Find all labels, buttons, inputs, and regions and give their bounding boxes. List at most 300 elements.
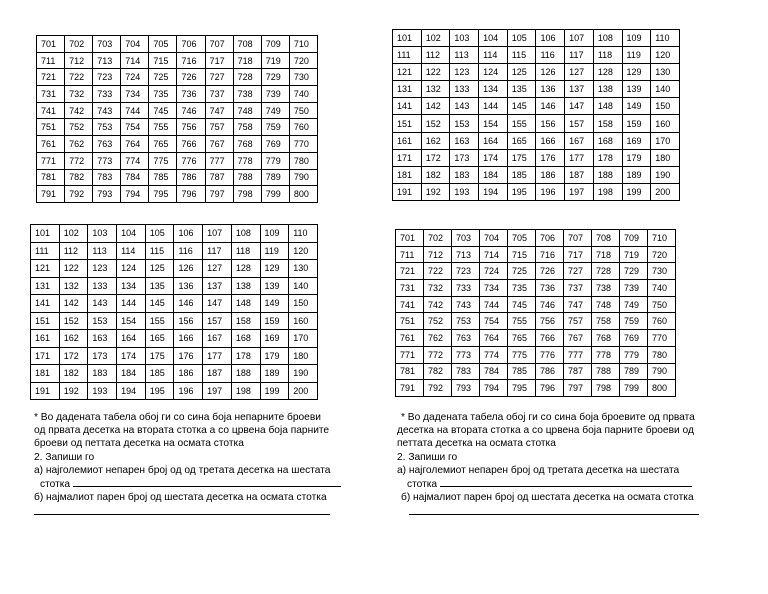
number-cell[interactable]: 123 <box>450 64 479 81</box>
number-cell[interactable]: 191 <box>393 183 422 200</box>
number-cell[interactable]: 704 <box>121 36 149 53</box>
number-cell[interactable]: 738 <box>233 86 261 103</box>
number-cell[interactable]: 767 <box>564 330 592 347</box>
number-cell[interactable]: 739 <box>620 280 648 297</box>
number-cell[interactable]: 780 <box>648 346 676 363</box>
number-cell[interactable]: 114 <box>479 47 508 64</box>
number-cell[interactable]: 743 <box>93 102 121 119</box>
number-cell[interactable]: 745 <box>508 296 536 313</box>
number-cell[interactable]: 771 <box>37 152 65 169</box>
number-cell[interactable]: 775 <box>508 346 536 363</box>
answer-blank[interactable] <box>440 477 692 487</box>
number-cell[interactable]: 784 <box>480 363 508 380</box>
number-cell[interactable]: 741 <box>396 296 424 313</box>
number-cell[interactable]: 788 <box>233 169 261 186</box>
number-cell[interactable]: 130 <box>289 260 318 278</box>
number-cell[interactable]: 742 <box>65 102 93 119</box>
number-cell[interactable]: 145 <box>507 98 536 115</box>
number-cell[interactable]: 178 <box>593 149 622 166</box>
number-cell[interactable]: 125 <box>145 260 174 278</box>
number-cell[interactable]: 128 <box>593 64 622 81</box>
number-cell[interactable]: 107 <box>203 225 232 243</box>
number-cell[interactable]: 102 <box>421 30 450 47</box>
number-cell[interactable]: 783 <box>452 363 480 380</box>
number-cell[interactable]: 174 <box>117 347 146 365</box>
number-cell[interactable]: 764 <box>480 330 508 347</box>
number-cell[interactable]: 187 <box>203 365 232 383</box>
number-cell[interactable]: 791 <box>396 380 424 397</box>
number-cell[interactable]: 710 <box>648 230 676 247</box>
number-cell[interactable]: 704 <box>480 230 508 247</box>
number-cell[interactable]: 135 <box>145 277 174 295</box>
number-cell[interactable]: 772 <box>424 346 452 363</box>
number-cell[interactable]: 133 <box>88 277 117 295</box>
number-cell[interactable]: 125 <box>507 64 536 81</box>
number-cell[interactable]: 751 <box>37 119 65 136</box>
number-cell[interactable]: 728 <box>592 263 620 280</box>
number-cell[interactable]: 781 <box>396 363 424 380</box>
number-cell[interactable]: 767 <box>205 136 233 153</box>
number-cell[interactable]: 106 <box>174 225 203 243</box>
number-cell[interactable]: 164 <box>479 132 508 149</box>
number-cell[interactable]: 726 <box>536 263 564 280</box>
number-cell[interactable]: 152 <box>59 312 88 330</box>
number-cell[interactable]: 192 <box>59 382 88 400</box>
number-cell[interactable]: 181 <box>393 166 422 183</box>
number-cell[interactable]: 187 <box>565 166 594 183</box>
number-cell[interactable]: 180 <box>651 149 680 166</box>
number-cell[interactable]: 760 <box>648 313 676 330</box>
number-cell[interactable]: 762 <box>65 136 93 153</box>
number-cell[interactable]: 137 <box>203 277 232 295</box>
number-cell[interactable]: 169 <box>622 132 651 149</box>
number-cell[interactable]: 789 <box>620 363 648 380</box>
number-cell[interactable]: 791 <box>37 186 65 203</box>
number-cell[interactable]: 750 <box>289 102 317 119</box>
number-cell[interactable]: 774 <box>121 152 149 169</box>
number-cell[interactable]: 764 <box>121 136 149 153</box>
number-cell[interactable]: 709 <box>261 36 289 53</box>
number-cell[interactable]: 708 <box>592 230 620 247</box>
number-cell[interactable]: 768 <box>233 136 261 153</box>
number-cell[interactable]: 193 <box>88 382 117 400</box>
number-cell[interactable]: 150 <box>289 295 318 313</box>
number-cell[interactable]: 105 <box>145 225 174 243</box>
number-cell[interactable]: 709 <box>620 230 648 247</box>
number-cell[interactable]: 157 <box>203 312 232 330</box>
number-cell[interactable]: 775 <box>149 152 177 169</box>
number-cell[interactable]: 186 <box>174 365 203 383</box>
number-cell[interactable]: 743 <box>452 296 480 313</box>
number-cell[interactable]: 148 <box>593 98 622 115</box>
number-cell[interactable]: 736 <box>177 86 205 103</box>
number-cell[interactable]: 169 <box>260 330 289 348</box>
number-cell[interactable]: 130 <box>651 64 680 81</box>
number-cell[interactable]: 756 <box>536 313 564 330</box>
number-cell[interactable]: 786 <box>177 169 205 186</box>
number-cell[interactable]: 172 <box>421 149 450 166</box>
number-cell[interactable]: 167 <box>203 330 232 348</box>
number-cell[interactable]: 717 <box>564 246 592 263</box>
number-cell[interactable]: 787 <box>564 363 592 380</box>
number-cell[interactable]: 178 <box>231 347 260 365</box>
number-cell[interactable]: 716 <box>177 52 205 69</box>
number-cell[interactable]: 141 <box>31 295 60 313</box>
number-cell[interactable]: 745 <box>149 102 177 119</box>
number-cell[interactable]: 711 <box>396 246 424 263</box>
number-cell[interactable]: 181 <box>31 365 60 383</box>
number-cell[interactable]: 746 <box>536 296 564 313</box>
number-cell[interactable]: 137 <box>565 81 594 98</box>
number-cell[interactable]: 701 <box>37 36 65 53</box>
number-cell[interactable]: 778 <box>233 152 261 169</box>
number-cell[interactable]: 761 <box>396 330 424 347</box>
number-cell[interactable]: 162 <box>421 132 450 149</box>
number-cell[interactable]: 118 <box>231 242 260 260</box>
number-cell[interactable]: 109 <box>622 30 651 47</box>
number-cell[interactable]: 780 <box>289 152 317 169</box>
number-cell[interactable]: 119 <box>260 242 289 260</box>
number-cell[interactable]: 797 <box>205 186 233 203</box>
number-cell[interactable]: 172 <box>59 347 88 365</box>
number-cell[interactable]: 710 <box>289 36 317 53</box>
number-cell[interactable]: 717 <box>205 52 233 69</box>
number-cell[interactable]: 149 <box>260 295 289 313</box>
number-cell[interactable]: 140 <box>651 81 680 98</box>
number-cell[interactable]: 762 <box>424 330 452 347</box>
number-cell[interactable]: 115 <box>507 47 536 64</box>
number-cell[interactable]: 160 <box>651 115 680 132</box>
number-cell[interactable]: 786 <box>536 363 564 380</box>
number-cell[interactable]: 736 <box>536 280 564 297</box>
number-cell[interactable]: 129 <box>622 64 651 81</box>
number-cell[interactable]: 782 <box>65 169 93 186</box>
number-cell[interactable]: 153 <box>450 115 479 132</box>
number-cell[interactable]: 765 <box>508 330 536 347</box>
number-cell[interactable]: 759 <box>261 119 289 136</box>
number-cell[interactable]: 143 <box>88 295 117 313</box>
number-cell[interactable]: 753 <box>93 119 121 136</box>
number-cell[interactable]: 715 <box>508 246 536 263</box>
number-cell[interactable]: 195 <box>507 183 536 200</box>
number-cell[interactable]: 755 <box>149 119 177 136</box>
number-cell[interactable]: 116 <box>536 47 565 64</box>
number-cell[interactable]: 147 <box>203 295 232 313</box>
number-cell[interactable]: 188 <box>593 166 622 183</box>
number-cell[interactable]: 706 <box>536 230 564 247</box>
number-cell[interactable]: 185 <box>145 365 174 383</box>
number-cell[interactable]: 740 <box>648 280 676 297</box>
number-cell[interactable]: 106 <box>536 30 565 47</box>
number-cell[interactable]: 197 <box>565 183 594 200</box>
number-cell[interactable]: 778 <box>592 346 620 363</box>
number-cell[interactable]: 108 <box>593 30 622 47</box>
number-cell[interactable]: 793 <box>452 380 480 397</box>
number-cell[interactable]: 752 <box>424 313 452 330</box>
number-cell[interactable]: 160 <box>289 312 318 330</box>
number-cell[interactable]: 730 <box>648 263 676 280</box>
number-cell[interactable]: 112 <box>59 242 88 260</box>
number-cell[interactable]: 719 <box>261 52 289 69</box>
number-cell[interactable]: 757 <box>205 119 233 136</box>
number-cell[interactable]: 110 <box>289 225 318 243</box>
number-cell[interactable]: 196 <box>174 382 203 400</box>
question-2a-answer-line[interactable] <box>397 477 727 491</box>
number-cell[interactable]: 715 <box>149 52 177 69</box>
number-cell[interactable]: 150 <box>651 98 680 115</box>
number-cell[interactable]: 132 <box>421 81 450 98</box>
number-cell[interactable]: 190 <box>289 365 318 383</box>
number-cell[interactable]: 711 <box>37 52 65 69</box>
number-cell[interactable]: 105 <box>507 30 536 47</box>
number-cell[interactable]: 140 <box>289 277 318 295</box>
number-cell[interactable]: 796 <box>177 186 205 203</box>
number-cell[interactable]: 199 <box>260 382 289 400</box>
number-cell[interactable]: 101 <box>393 30 422 47</box>
number-cell[interactable]: 744 <box>121 102 149 119</box>
number-cell[interactable]: 170 <box>289 330 318 348</box>
number-cell[interactable]: 155 <box>145 312 174 330</box>
number-cell[interactable]: 749 <box>261 102 289 119</box>
number-cell[interactable]: 747 <box>205 102 233 119</box>
number-cell[interactable]: 197 <box>203 382 232 400</box>
number-cell[interactable]: 118 <box>593 47 622 64</box>
number-cell[interactable]: 157 <box>565 115 594 132</box>
number-cell[interactable]: 126 <box>174 260 203 278</box>
number-cell[interactable]: 777 <box>564 346 592 363</box>
number-cell[interactable]: 144 <box>479 98 508 115</box>
number-cell[interactable]: 705 <box>508 230 536 247</box>
number-cell[interactable]: 117 <box>203 242 232 260</box>
number-cell[interactable]: 751 <box>396 313 424 330</box>
number-cell[interactable]: 136 <box>174 277 203 295</box>
number-cell[interactable]: 747 <box>564 296 592 313</box>
number-cell[interactable]: 777 <box>205 152 233 169</box>
number-cell[interactable]: 158 <box>593 115 622 132</box>
number-cell[interactable]: 719 <box>620 246 648 263</box>
number-cell[interactable]: 724 <box>480 263 508 280</box>
number-cell[interactable]: 722 <box>424 263 452 280</box>
number-cell[interactable]: 164 <box>117 330 146 348</box>
number-cell[interactable]: 754 <box>480 313 508 330</box>
number-cell[interactable]: 166 <box>536 132 565 149</box>
number-cell[interactable]: 147 <box>565 98 594 115</box>
number-cell[interactable]: 729 <box>620 263 648 280</box>
number-cell[interactable]: 757 <box>564 313 592 330</box>
number-cell[interactable]: 131 <box>31 277 60 295</box>
number-cell[interactable]: 116 <box>174 242 203 260</box>
number-cell[interactable]: 789 <box>261 169 289 186</box>
number-cell[interactable]: 750 <box>648 296 676 313</box>
number-cell[interactable]: 194 <box>479 183 508 200</box>
number-cell[interactable]: 111 <box>393 47 422 64</box>
number-cell[interactable]: 184 <box>117 365 146 383</box>
number-cell[interactable]: 793 <box>93 186 121 203</box>
number-cell[interactable]: 721 <box>37 69 65 86</box>
number-cell[interactable]: 773 <box>452 346 480 363</box>
number-cell[interactable]: 113 <box>450 47 479 64</box>
number-cell[interactable]: 180 <box>289 347 318 365</box>
number-cell[interactable]: 153 <box>88 312 117 330</box>
number-cell[interactable]: 183 <box>450 166 479 183</box>
number-cell[interactable]: 742 <box>424 296 452 313</box>
number-cell[interactable]: 112 <box>421 47 450 64</box>
number-cell[interactable]: 721 <box>396 263 424 280</box>
number-cell[interactable]: 712 <box>424 246 452 263</box>
number-cell[interactable]: 724 <box>121 69 149 86</box>
number-cell[interactable]: 193 <box>450 183 479 200</box>
number-cell[interactable]: 753 <box>452 313 480 330</box>
number-cell[interactable]: 192 <box>421 183 450 200</box>
number-cell[interactable]: 134 <box>117 277 146 295</box>
number-cell[interactable]: 191 <box>31 382 60 400</box>
number-cell[interactable]: 182 <box>421 166 450 183</box>
number-cell[interactable]: 725 <box>508 263 536 280</box>
number-cell[interactable]: 790 <box>648 363 676 380</box>
number-cell[interactable]: 714 <box>121 52 149 69</box>
number-cell[interactable]: 792 <box>424 380 452 397</box>
number-cell[interactable]: 756 <box>177 119 205 136</box>
number-cell[interactable]: 783 <box>93 169 121 186</box>
number-cell[interactable]: 151 <box>393 115 422 132</box>
number-cell[interactable]: 723 <box>452 263 480 280</box>
number-cell[interactable]: 792 <box>65 186 93 203</box>
number-cell[interactable]: 138 <box>593 81 622 98</box>
number-cell[interactable]: 774 <box>480 346 508 363</box>
number-cell[interactable]: 731 <box>396 280 424 297</box>
number-cell[interactable]: 151 <box>31 312 60 330</box>
number-cell[interactable]: 167 <box>565 132 594 149</box>
number-cell[interactable]: 128 <box>231 260 260 278</box>
number-cell[interactable]: 735 <box>149 86 177 103</box>
number-cell[interactable]: 779 <box>261 152 289 169</box>
number-cell[interactable]: 120 <box>289 242 318 260</box>
number-cell[interactable]: 108 <box>231 225 260 243</box>
number-cell[interactable]: 148 <box>231 295 260 313</box>
number-cell[interactable]: 159 <box>622 115 651 132</box>
number-cell[interactable]: 119 <box>622 47 651 64</box>
number-cell[interactable]: 127 <box>565 64 594 81</box>
number-cell[interactable]: 163 <box>450 132 479 149</box>
number-cell[interactable]: 755 <box>508 313 536 330</box>
number-cell[interactable]: 731 <box>37 86 65 103</box>
answer-blank[interactable] <box>34 504 330 515</box>
number-cell[interactable]: 713 <box>452 246 480 263</box>
answer-blank[interactable] <box>73 477 341 487</box>
number-cell[interactable]: 752 <box>65 119 93 136</box>
number-cell[interactable]: 146 <box>174 295 203 313</box>
number-cell[interactable]: 162 <box>59 330 88 348</box>
number-cell[interactable]: 165 <box>145 330 174 348</box>
number-cell[interactable]: 782 <box>424 363 452 380</box>
number-cell[interactable]: 111 <box>31 242 60 260</box>
number-cell[interactable]: 735 <box>508 280 536 297</box>
number-cell[interactable]: 171 <box>31 347 60 365</box>
number-cell[interactable]: 177 <box>565 149 594 166</box>
number-cell[interactable]: 171 <box>393 149 422 166</box>
number-cell[interactable]: 781 <box>37 169 65 186</box>
number-cell[interactable]: 182 <box>59 365 88 383</box>
number-cell[interactable]: 718 <box>233 52 261 69</box>
number-cell[interactable]: 749 <box>620 296 648 313</box>
number-cell[interactable]: 149 <box>622 98 651 115</box>
number-cell[interactable]: 173 <box>450 149 479 166</box>
number-cell[interactable]: 168 <box>593 132 622 149</box>
number-cell[interactable]: 707 <box>564 230 592 247</box>
number-cell[interactable]: 706 <box>177 36 205 53</box>
number-cell[interactable]: 766 <box>536 330 564 347</box>
number-cell[interactable]: 158 <box>231 312 260 330</box>
number-cell[interactable]: 115 <box>145 242 174 260</box>
number-cell[interactable]: 795 <box>508 380 536 397</box>
number-cell[interactable]: 758 <box>233 119 261 136</box>
number-cell[interactable]: 746 <box>177 102 205 119</box>
number-cell[interactable]: 739 <box>261 86 289 103</box>
number-cell[interactable]: 796 <box>536 380 564 397</box>
number-cell[interactable]: 798 <box>233 186 261 203</box>
number-cell[interactable]: 723 <box>93 69 121 86</box>
number-cell[interactable]: 730 <box>289 69 317 86</box>
number-cell[interactable]: 142 <box>59 295 88 313</box>
number-cell[interactable]: 176 <box>536 149 565 166</box>
number-cell[interactable]: 176 <box>174 347 203 365</box>
number-cell[interactable]: 726 <box>177 69 205 86</box>
number-cell[interactable]: 776 <box>536 346 564 363</box>
number-cell[interactable]: 748 <box>233 102 261 119</box>
number-cell[interactable]: 154 <box>479 115 508 132</box>
number-cell[interactable]: 716 <box>536 246 564 263</box>
number-cell[interactable]: 117 <box>565 47 594 64</box>
number-cell[interactable]: 708 <box>233 36 261 53</box>
number-cell[interactable]: 703 <box>452 230 480 247</box>
number-cell[interactable]: 146 <box>536 98 565 115</box>
number-cell[interactable]: 787 <box>205 169 233 186</box>
number-cell[interactable]: 156 <box>536 115 565 132</box>
number-cell[interactable]: 754 <box>121 119 149 136</box>
number-cell[interactable]: 800 <box>648 380 676 397</box>
number-cell[interactable]: 161 <box>393 132 422 149</box>
number-cell[interactable]: 734 <box>121 86 149 103</box>
number-cell[interactable]: 702 <box>65 36 93 53</box>
number-cell[interactable]: 761 <box>37 136 65 153</box>
number-cell[interactable]: 129 <box>260 260 289 278</box>
number-cell[interactable]: 702 <box>424 230 452 247</box>
number-cell[interactable]: 768 <box>592 330 620 347</box>
number-cell[interactable]: 728 <box>233 69 261 86</box>
number-cell[interactable]: 763 <box>452 330 480 347</box>
number-cell[interactable]: 102 <box>59 225 88 243</box>
number-cell[interactable]: 772 <box>65 152 93 169</box>
number-cell[interactable]: 141 <box>393 98 422 115</box>
number-cell[interactable]: 734 <box>480 280 508 297</box>
number-cell[interactable]: 165 <box>507 132 536 149</box>
answer-blank[interactable] <box>409 504 699 515</box>
number-cell[interactable]: 126 <box>536 64 565 81</box>
number-cell[interactable]: 766 <box>177 136 205 153</box>
number-cell[interactable]: 104 <box>479 30 508 47</box>
number-cell[interactable]: 741 <box>37 102 65 119</box>
number-cell[interactable]: 737 <box>205 86 233 103</box>
number-cell[interactable]: 104 <box>117 225 146 243</box>
number-cell[interactable]: 175 <box>145 347 174 365</box>
number-cell[interactable]: 707 <box>205 36 233 53</box>
number-cell[interactable]: 184 <box>479 166 508 183</box>
number-cell[interactable]: 200 <box>289 382 318 400</box>
number-cell[interactable]: 200 <box>651 183 680 200</box>
number-cell[interactable]: 155 <box>507 115 536 132</box>
number-cell[interactable]: 198 <box>593 183 622 200</box>
number-cell[interactable]: 785 <box>508 363 536 380</box>
